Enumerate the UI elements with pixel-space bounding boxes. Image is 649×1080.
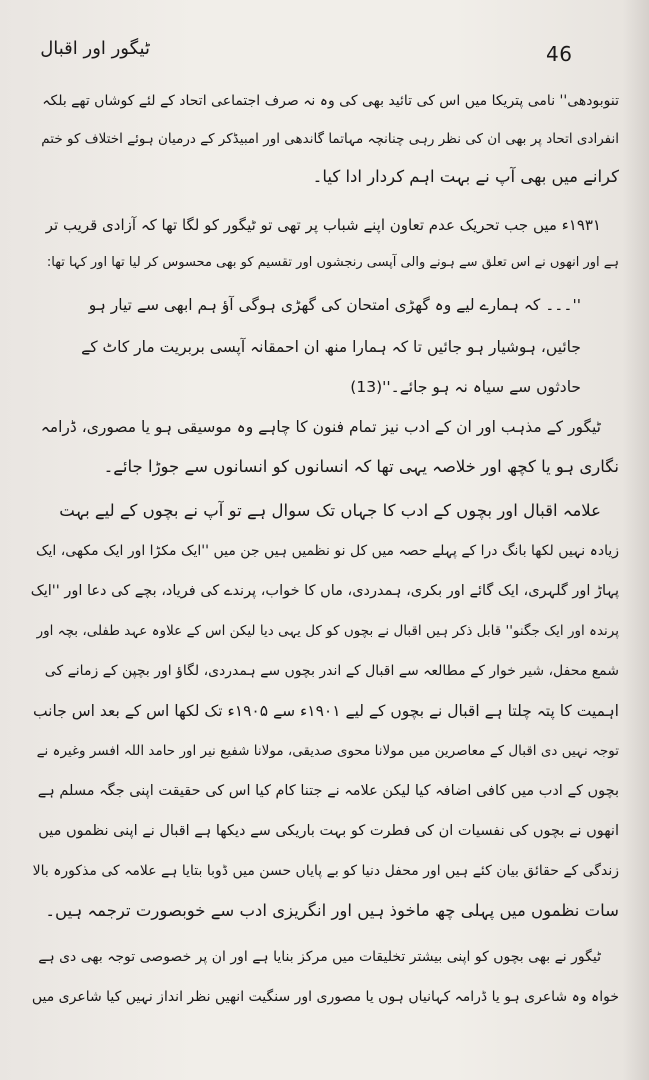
paragraph-line: ٹیگور کے مذہب اور ان کے ادب نیز تمام فنون کا چاہے وہ موسیقی ہو یا مصوری، ڈرامہ [40,418,601,436]
text-line: کرانے میں بھی آپ نے بہت اہم کردار ادا کیا۔ [312,167,619,186]
page-number: 46 [546,42,573,66]
text-line: انفرادی اتحاد پر بھی ان کی نظر رہی چنانچہ مہاتما گاندھی اور امبیڈکر کے درمیان ہوئے اختلاف کو ختم [41,131,619,147]
text-line: ہے اور انھوں نے اس تعلق سے ہونے والی آپسی رنجشوں اور تقسیم کو بھی محسوس کر لیا تھا اور کہا تھا: [46,255,619,270]
quote-line: جائیں، ہوشیار ہو جائیں تا کہ ہمارا منھ ان احمقانہ آپسی بربریت مار کاٹ کے [81,338,581,356]
text-line: خواہ وہ شاعری ہو یا ڈرامہ کہانیاں ہوں یا مصوری اور سنگیت انھیں نظر انداز نہیں کیا شاعری میں [31,989,619,1005]
page-header [30,34,619,64]
paragraph-line: ۱۹۳۱ء میں جب تحریک عدم تعاون اپنے شباب پر تھی تو ٹیگور کو لگا تھا کہ آزادی قریب تر [45,216,601,234]
text-line: اہمیت کا پتہ چلتا ہے اقبال نے بچوں کے لیے ۱۹۰۱ء سے ۱۹۰۵ء تک لکھا اس کے بعد اس جانب [32,702,619,720]
text-line: زیادہ نہیں لکھا بانگ درا کے پہلے حصہ میں کل نو نظمیں ہیں جن میں ''ایک مکڑا اور ایک مکھی، ایک [35,543,619,559]
page-gutter-shadow [623,0,649,1080]
text-line: توجہ نہیں دی اقبال کے معاصرین میں مولانا محوی صدیقی، مولانا شفیع نیر اور حامد اللہ افسر وغیرہ نے [36,743,619,759]
text-line: تنوبودھی'' نامی پتریکا میں اس کی تائید بھی کی وہ نہ صرف اجتماعی اتحاد کے لئے کوشاں تھے بلکہ [42,93,619,109]
quote-line: حادثوں سے سیاہ نہ ہو جائے۔''(13) [350,378,581,396]
text-line: پہاڑ اور گلہری، ایک گائے اور بکری، ہمدردی، ماں کا خواب، پرندے کی فریاد، بچے کی دعا اور ''ایک [31,583,619,599]
text-line: زندگی کے حقائق بیان کئے ہیں اور محفل دنیا کو بے پایاں حسن میں ڈوبا بتایا ہے علامہ کی مذکورہ بالا [32,863,619,879]
quote-line: ''۔۔۔ کہ ہمارے لیے وہ گھڑی امتحان کی گھڑی ہوگی آؤ ہم ابھی سے تیار ہو [88,296,581,314]
text-line: شمع محفل، شیر خوار کے مطالعہ سے اقبال کے اندر بچوں سے ہمدردی، لگاؤ اور بچپن کے زمانے کی [44,663,619,679]
running-title: ٹیگور اور اقبال [40,38,150,59]
text-line: پرندہ اور ایک جگنو'' قابل ذکر ہیں اقبال نے بچوں کو کل یہی دیا لیکن اس کے علاوہ عہد طفلی، بچہ اور [36,623,619,639]
paragraph-line: ٹیگور نے بھی بچوں کو اپنی بیشتر تخلیقات میں مرکز بنایا ہے اور ان پر خصوصی توجہ بھی دی ہے [38,949,601,965]
text-line: بچوں کے ادب میں کافی اضافہ کیا لیکن علامہ نے جتنا کام کیا اس کی حقیقت اپنی جگہ مسلم ہے [37,783,619,799]
text-line: سات نظموں میں پہلی چھ ماخوذ ہیں اور انگریزی ادب سے خوبصورت ترجمہ ہیں۔ [45,901,619,920]
text-line: نگاری ہو یا کچھ اور خلاصہ یہی تھا کہ انسانوں کو انسانوں سے جوڑا جائے۔ [103,457,619,476]
text-line: انھوں نے بچوں کی نفسیات ان کی فطرت کو بہت باریکی سے دیکھا ہے اقبال نے اپنی نظموں میں [38,823,619,839]
paragraph-line: علامہ اقبال اور بچوں کے ادب کا جہاں تک سوال ہے تو آپ نے بچوں کے لیے بہت [59,501,601,520]
